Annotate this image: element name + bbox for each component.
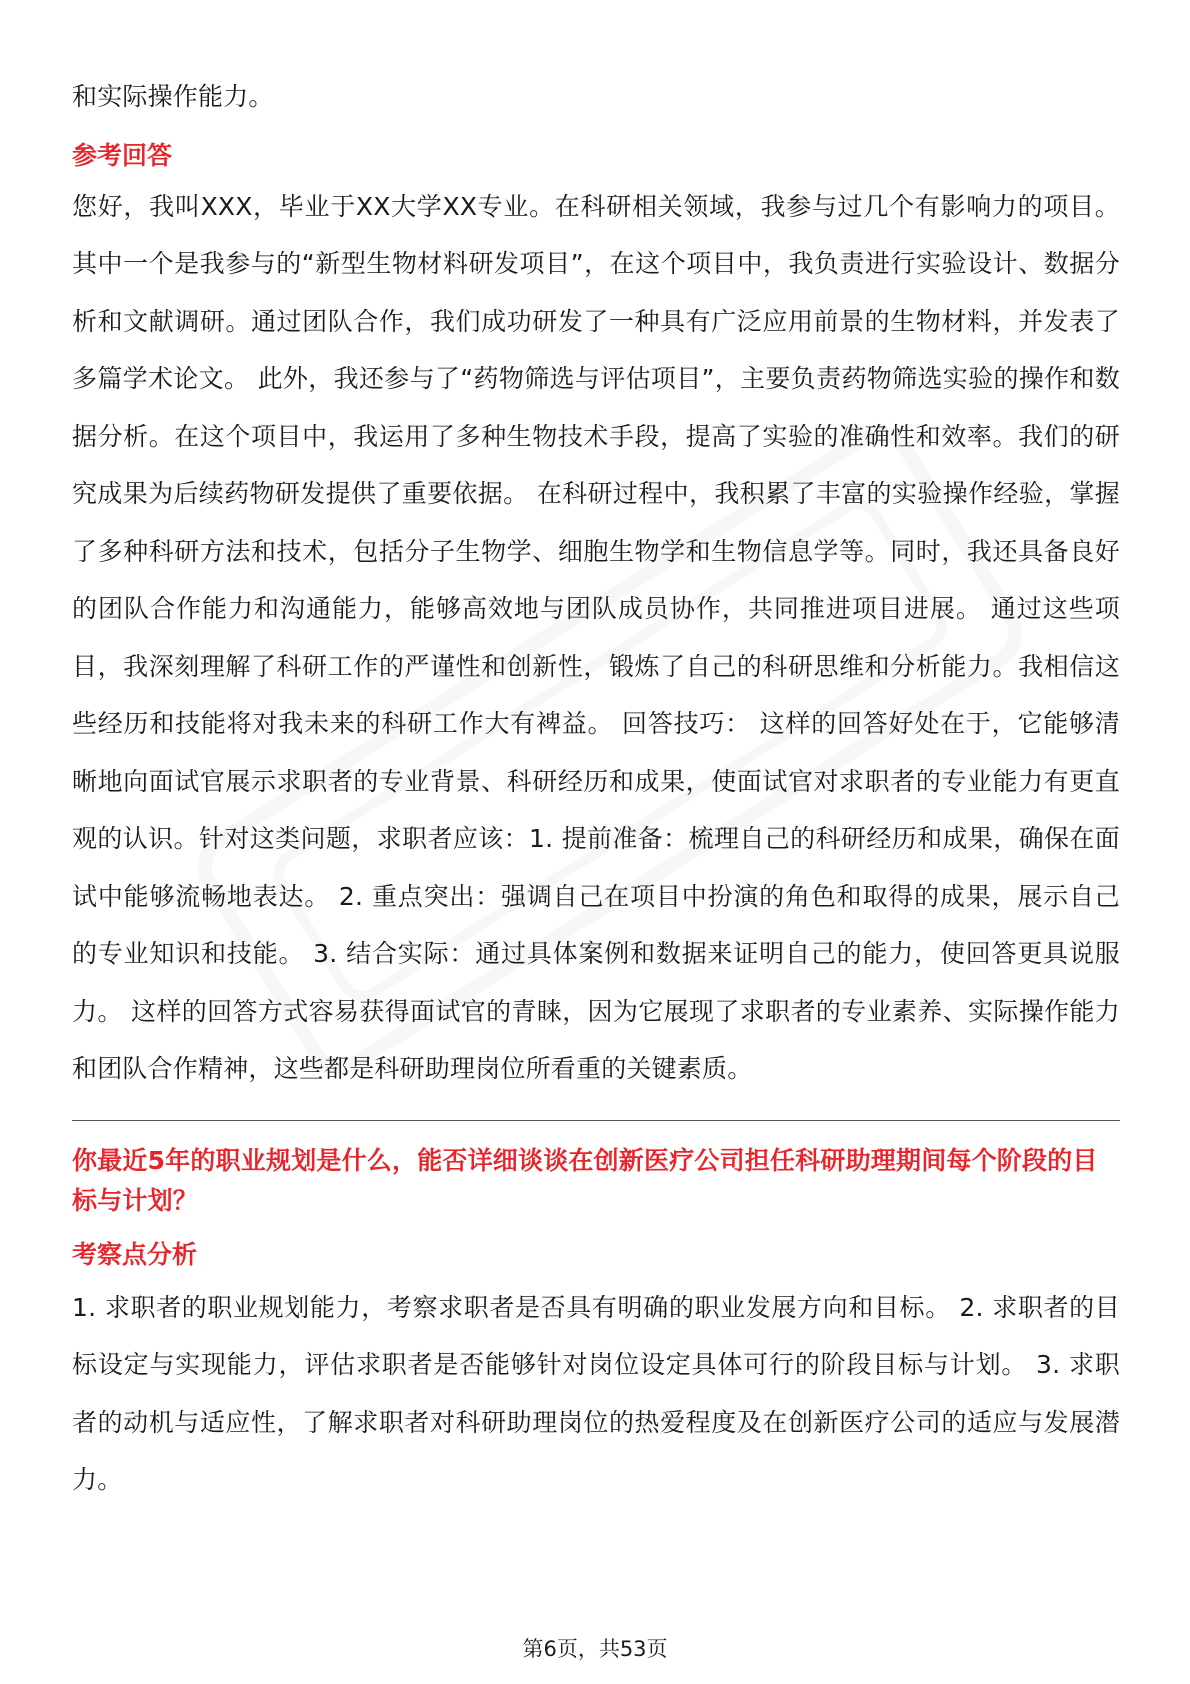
section-divider xyxy=(72,1120,1120,1121)
question-heading: 你最近5年的职业规划是什么，能否详细谈谈在创新医疗公司担任科研助理期间每个阶段的目标与计划？ xyxy=(72,1145,1098,1215)
analysis-heading: 考察点分析 xyxy=(72,1239,198,1269)
page-number: 第6页，共53页 xyxy=(522,1637,668,1661)
document-page xyxy=(72,60,1120,1509)
intro-paragraph: 和实际操作能力。 xyxy=(72,82,274,111)
answer-paragraph: 您好，我叫XXX，毕业于XX大学XX专业。在科研相关领域，我参与过几个有影响力的项目。其中一个是我参与的“新型生物材料研发项目”，在这个项目中，我负责进行实验设计、数据分析和文献调研。通过团队合作，我们成功研发了一种具有广泛应用前景的生物材料，并发表了多篇学术论文。 此外，我还参与了“药物筛选与评估项目”，主要负责药物筛选实验的操作和数据分析。在这个项目中，我运用了多种生物技术手段，提高了实验的准确性和效率。我们的研究成果为后续药物研发提供了重要依据。 在科研过程中，我积累了丰富的实验操作经验，掌握了多种科研方法和技术，包括分子生物学、细胞生物学和生物信息学等。同时，我还具备良好的团队合作能力和沟通能力，能够高效地与团队成员协作，共同推进项目进展。 通过这些项目，我深刻理解了科研工作的严谨性和创新性，锻炼了自己的科研思维和分析能力。我相信这些经历和技能将对我未来的科研工作大有裨益。 回答技巧： 这样的回答好处在于，它能够清晰地向面试官展示求职者的专业背景、科研经历和成果，使面试官对求职者的专业能力有更直观的认识。针对这类问题，求职者应该：1. 提前准备：梳理自己的科研经历和成果，确保在面试中能够流畅地表达。 2. 重点突出：强调自己在项目中扮演的角色和取得的成果，展示自己的专业知识和技能。 3. 结合实际：通过具体案例和数据来证明自己的能力，使回答更具说服力。 这样的回答方式容易获得面试官的青睐，因为它展现了求职者的专业素养、实际操作能力和团队合作精神，这些都是科研助理岗位所看重的关键素质。 xyxy=(72,191,1120,1083)
analysis-paragraph: 1. 求职者的职业规划能力，考察求职者是否具有明确的职业发展方向和目标。 2. 求职者的目标设定与实现能力，评估求职者是否能够针对岗位设定具体可行的阶段目标与计划。 3. 求职者的动机与适应性，了解求职者对科研助理岗位的热爱程度及在创新医疗公司的适应与发展潜力。 xyxy=(72,1292,1120,1494)
answer-heading: 参考回答 xyxy=(72,140,173,170)
